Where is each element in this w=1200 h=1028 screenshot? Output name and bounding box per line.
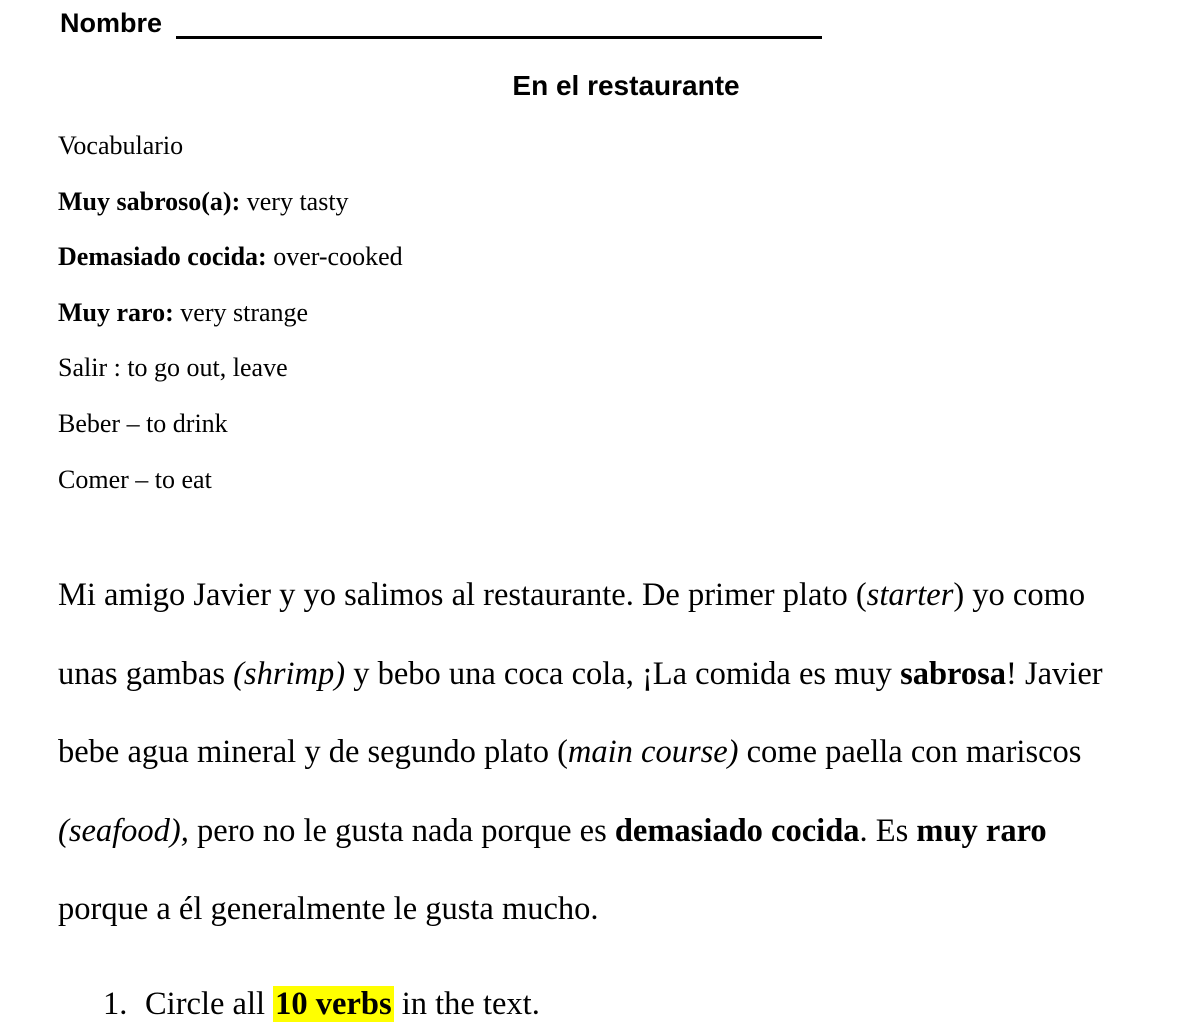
vocabulary-item [58, 295, 403, 351]
highlighted-phrase: 10 verbs [275, 986, 392, 1022]
name-blank-line[interactable] [176, 0, 822, 39]
question-number: 1. [103, 986, 128, 1022]
vocabulary-item [58, 406, 403, 462]
name-field [60, 2, 822, 43]
story-text: bebe agua mineral y de segundo plato ( [58, 734, 568, 770]
story-text: pero no le gusta nada porque es [188, 812, 615, 849]
vocabulary-term: Muy raro: [58, 297, 174, 327]
question-list [103, 980, 540, 1028]
vocabulary-definition: very strange [173, 297, 309, 327]
story-line [58, 806, 1168, 885]
vocabulary-definition: Salir : to go out, leave [58, 353, 288, 383]
vocabulary-item [58, 184, 403, 240]
story-translation: main course) [567, 734, 739, 770]
vocabulary-section [58, 128, 403, 517]
story-text: ! Javier [1006, 655, 1103, 692]
vocabulary-item [58, 462, 403, 518]
vocabulary-heading: Vocabulario [58, 131, 184, 160]
story-translation: (seafood), [58, 812, 189, 849]
vocabulary-definition: Comer – to eat [58, 464, 212, 494]
story-line [58, 727, 1168, 806]
story-line [58, 570, 1168, 649]
question-text: in the text. [393, 986, 540, 1022]
worksheet-title: En el restaurante [512, 70, 740, 101]
question-text: Circle all [145, 986, 274, 1022]
story-text: come paella con mariscos [738, 734, 1082, 770]
story-text: porque a él generalmente le gusta mucho. [58, 891, 599, 927]
vocabulary-item [58, 350, 403, 406]
story-text: . Es [859, 812, 917, 849]
story-translation: (shrimp) [233, 655, 346, 692]
story-line [58, 649, 1168, 728]
story-line [58, 884, 1168, 963]
story-text: unas gambas [58, 655, 234, 692]
vocabulary-term: Muy sabroso(a): [58, 186, 241, 216]
vocabulary-term: Demasiado cocida: [58, 242, 267, 272]
story-translation: starter [866, 577, 954, 613]
story-text: ) yo como [953, 577, 1086, 613]
story-vocab-word: muy raro [916, 812, 1047, 849]
question-item [103, 980, 540, 1028]
vocabulary-definition: Beber – to drink [58, 408, 228, 438]
vocabulary-item [58, 239, 403, 295]
vocabulary-definition: very tasty [240, 186, 349, 216]
story-text: Mi amigo Javier y yo salimos al restaurante. De primer plato ( [58, 577, 867, 613]
story-vocab-word: demasiado cocida [614, 812, 860, 849]
story-vocab-word: sabrosa [900, 655, 1007, 692]
story-paragraph [58, 570, 1168, 963]
name-label: Nombre [60, 8, 163, 38]
vocabulary-definition: over-cooked [266, 242, 403, 272]
story-text: y bebo una coca cola, ¡La comida es muy [345, 655, 901, 692]
